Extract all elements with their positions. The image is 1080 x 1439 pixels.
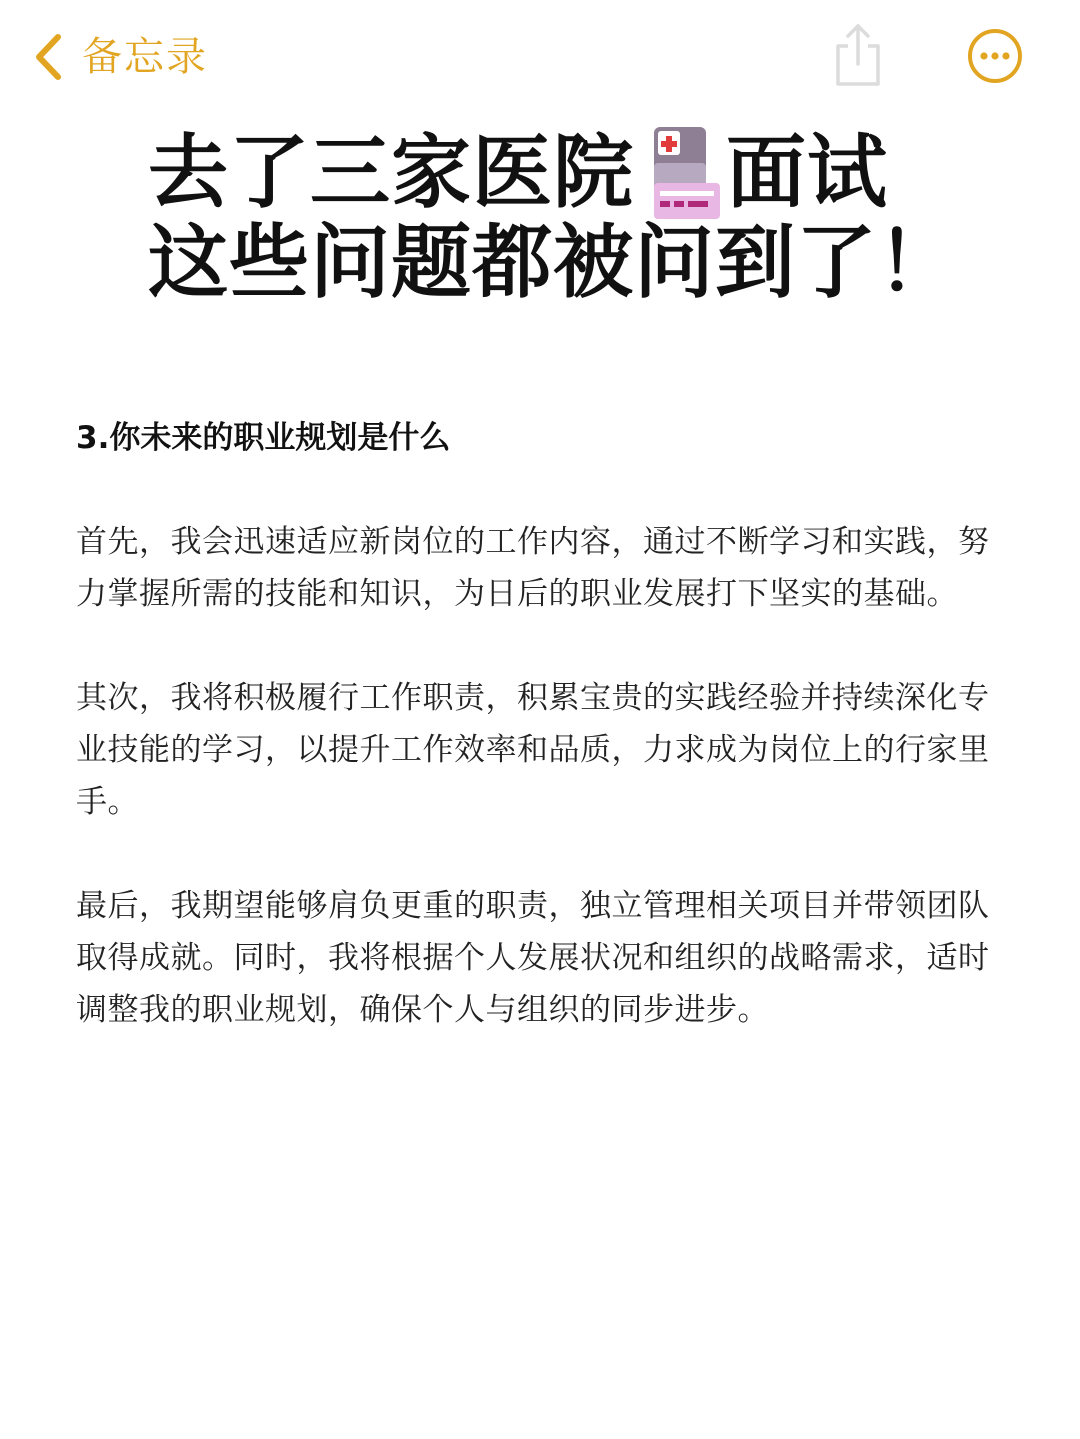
section-heading: 3.你未来的职业规划是什么 <box>76 420 451 456</box>
share-icon[interactable] <box>828 20 888 90</box>
chevron-left-icon <box>30 29 66 85</box>
paragraph-3: 最后，我期望能够肩负更重的职责，独立管理相关项目并带领团队取得成就。同时，我将根据个人发展状况和组织的战略需求，适时调整我的职业规划，确保个人与组织的同步进步。 <box>76 888 990 1028</box>
back-button[interactable] <box>30 22 208 92</box>
back-label: 备忘录 <box>82 34 208 80</box>
title-text-end: 面试 <box>726 126 888 219</box>
hospital-icon <box>640 127 720 219</box>
navigation-bar <box>0 0 1080 115</box>
title-line-2 <box>148 216 958 309</box>
note-title <box>148 126 958 309</box>
note-body[interactable] <box>76 412 1006 1088</box>
paragraph-1: 首先，我会迅速适应新岗位的工作内容，通过不断学习和实践，努力掌握所需的技能和知识，为日后的职业发展打下坚实的基础。 <box>76 524 990 612</box>
title-text-start: 去了三家医院 <box>148 126 634 219</box>
paragraph-2: 其次，我将积极履行工作职责，积累宝贵的实践经验并持续深化专业技能的学习，以提升工作效率和品质，力求成为岗位上的行家里手。 <box>76 680 990 820</box>
ellipsis-circle-icon[interactable] <box>966 27 1024 85</box>
title-line-1 <box>148 128 948 218</box>
title-text-line-2: 这些问题都被问到了！ <box>148 216 958 309</box>
